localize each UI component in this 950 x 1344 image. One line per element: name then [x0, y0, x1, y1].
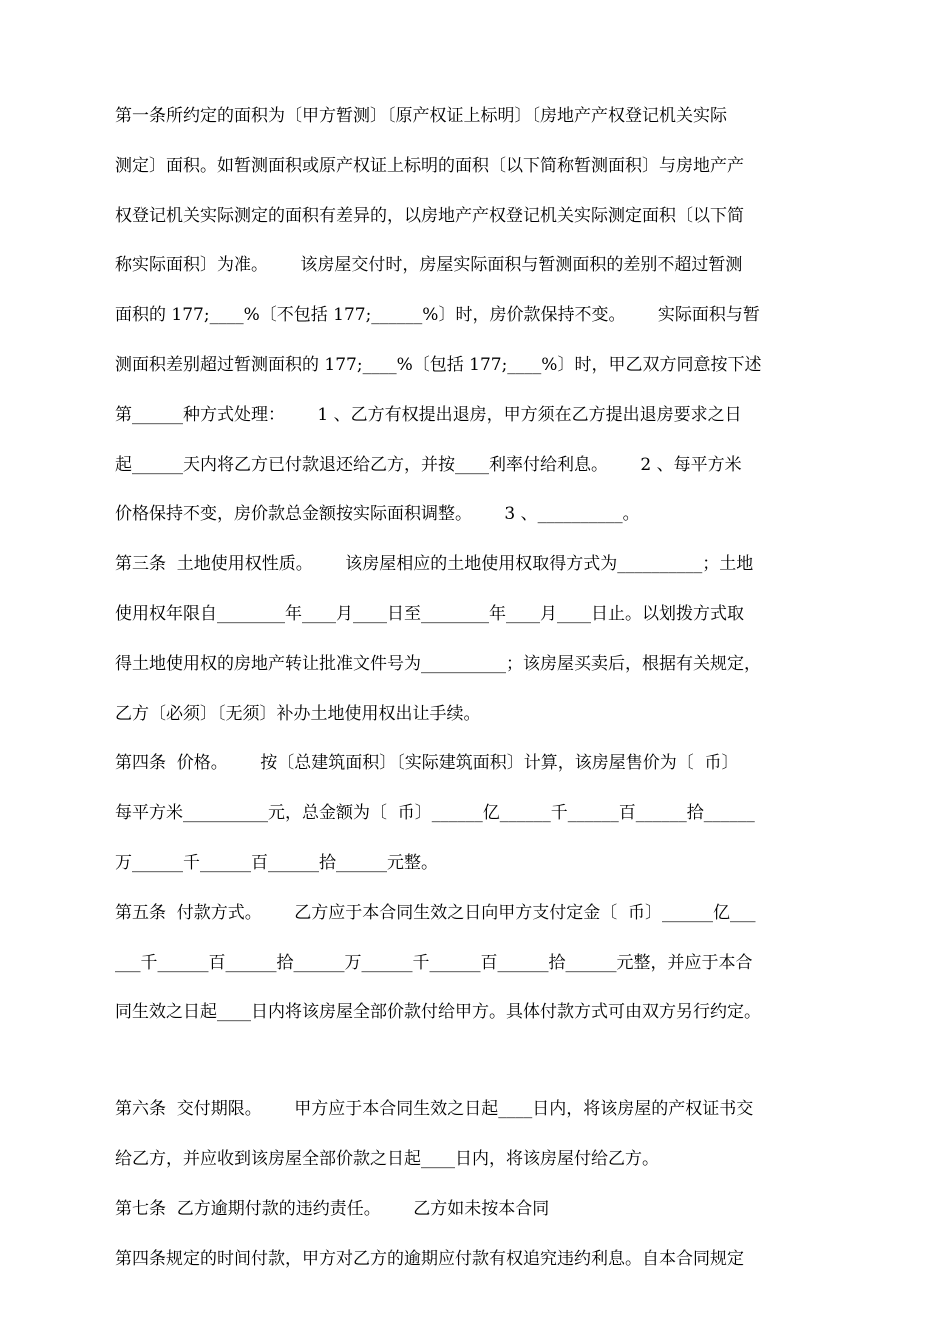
text-line: 第______种方式处理： 1 、乙方有权提出退房，甲方须在乙方提出退房要求之日 — [115, 404, 742, 425]
text-line: 测面积差别超过暂测面积的 177;____%〔包括 177;____%〕时，甲乙双方同意按下述 — [115, 354, 762, 375]
text-line: 面积的 177;____%〔不包括 177;______%〕时，房价款保持不变。 实际面积与暂 — [115, 305, 760, 326]
text-line: 得土地使用权的房地产转让批准文件号为__________；该房屋买卖后，根据有关规定， — [115, 653, 761, 674]
text-line: 每平方米__________元，总金额为〔 币〕______亿______千______百______拾______ — [115, 803, 755, 824]
text-line: 权登记机关实际测定的面积有差异的，以房地产产权登记机关实际测定面积〔以下简 — [115, 205, 744, 226]
text-line: 称实际面积〕为准。 该房屋交付时，房屋实际面积与暂测面积的差别不超过暂测 — [115, 255, 743, 276]
text-line: 乙方〔必须〕〔无须〕补办土地使用权出让手续。 — [115, 703, 481, 724]
text-line: 给乙方，并应收到该房屋全部价款之日起____日内，将该房屋付给乙方。 — [115, 1148, 659, 1169]
contract-body — [115, 92, 850, 1284]
text-line: 使用权年限自________年____月____日至________年____月____日止。以划拨方式取 — [115, 603, 744, 624]
text-line: 第一条所约定的面积为〔甲方暂测〕〔原产权证上标明〕〔房地产产权登记机关实际 — [115, 106, 727, 126]
text-line: 起______天内将乙方已付款退还给乙方，并按____利率付给利息。 2 、每平方米 — [115, 454, 742, 475]
text-line: 价格保持不变，房价款总金额按实际面积调整。 3 、__________。 — [115, 504, 640, 525]
article-4-heading-line: 第四条 价格。 按〔总建筑面积〕〔实际建筑面积〕计算，该房屋售价为〔 币〕 — [115, 753, 739, 774]
article-6-heading-line: 第六条 交付期限。 甲方应于本合同生效之日起____日内，将该房屋的产权证书交 — [115, 1099, 754, 1120]
article-7-heading-line: 第七条 乙方逾期付款的违约责任。 乙方如未按本合同 — [115, 1198, 550, 1219]
article-5-heading-line: 第五条 付款方式。 乙方应于本合同生效之日向甲方支付定金〔 币〕______亿___ — [115, 902, 756, 923]
article-3-heading-line: 第三条 土地使用权性质。 该房屋相应的土地使用权取得方式为__________；土地 — [115, 554, 754, 575]
text-line: 第四条规定的时间付款，甲方对乙方的逾期应付款有权追究违约利息。自本合同规定 — [115, 1248, 744, 1269]
text-line: 万______千______百______拾______元整。 — [115, 852, 438, 873]
text-line: ___千______百______拾______万______千______百______拾______元整，并应于本合 — [115, 952, 753, 973]
text-line: 测定〕面积。如暂测面积或原产权证上标明的面积〔以下简称暂测面积〕与房地产产 — [115, 155, 744, 176]
text-line: 同生效之日起____日内将该房屋全部价款付给甲方。具体付款方式可由双方另行约定。 — [115, 1002, 761, 1023]
